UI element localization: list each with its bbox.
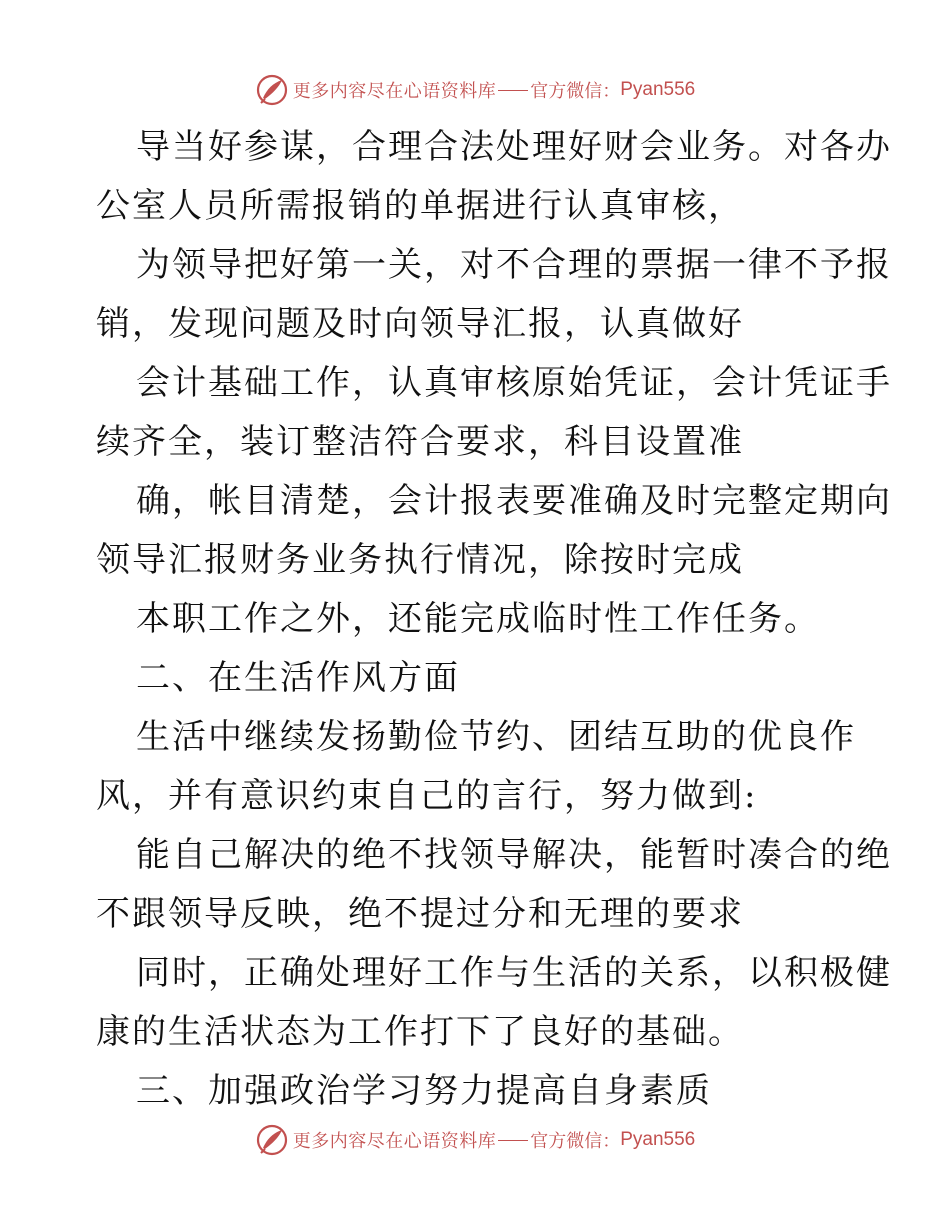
text-line: 本职工作之外，还能完成临时性工作任务。 bbox=[136, 599, 820, 639]
text-line: 康的生活状态为工作打下了良好的基础。 bbox=[96, 1012, 744, 1052]
text-line: 公室人员所需报销的单据进行认真审核， bbox=[96, 186, 744, 226]
text-line: 领导汇报财务业务执行情况，除按时完成 bbox=[96, 540, 744, 580]
text-line: 为领导把好第一关，对不合理的票据一律不予报 bbox=[136, 245, 892, 285]
banner-separator bbox=[498, 90, 528, 91]
footer-banner bbox=[0, 1120, 950, 1160]
banner-site-text: 更多内容尽在心语资料库 bbox=[292, 81, 497, 102]
banner-site-text: 更多内容尽在心语资料库 bbox=[292, 1131, 497, 1152]
banner-wechat-handle: Pyan556 bbox=[620, 1129, 696, 1150]
text-line: 生活中继续发扬勤俭节约、团结互助的优良作 bbox=[136, 717, 856, 757]
banner-wechat-label: 官方微信： bbox=[530, 1131, 621, 1152]
text-line: 销，发现问题及时向领导汇报，认真做好 bbox=[96, 304, 744, 344]
text-line: 三、加强政治学习努力提高自身素质 bbox=[136, 1071, 712, 1111]
quill-logo-icon bbox=[255, 73, 289, 107]
header-banner bbox=[0, 70, 950, 110]
text-line: 会计基础工作，认真审核原始凭证，会计凭证手 bbox=[136, 363, 892, 403]
text-line: 确，帐目清楚，会计报表要准确及时完整定期向 bbox=[136, 481, 892, 521]
text-line: 风，并有意识约束自己的言行，努力做到: bbox=[96, 776, 758, 816]
banner-separator bbox=[498, 1140, 528, 1141]
text-line: 不跟领导反映，绝不提过分和无理的要求 bbox=[96, 894, 744, 934]
text-line: 导当好参谋，合理合法处理好财会业务。对各办 bbox=[136, 127, 892, 167]
text-line: 同时，正确处理好工作与生活的关系，以积极健 bbox=[136, 953, 892, 993]
banner-wechat-label: 官方微信： bbox=[530, 81, 621, 102]
document-body bbox=[96, 118, 892, 1121]
text-line: 续齐全，装订整洁符合要求，科目设置准 bbox=[96, 422, 744, 462]
text-line: 能自己解决的绝不找领导解决，能暂时凑合的绝 bbox=[136, 835, 892, 875]
banner-wechat-handle: Pyan556 bbox=[620, 79, 696, 100]
quill-logo-icon bbox=[255, 1123, 289, 1157]
text-line: 二、在生活作风方面 bbox=[136, 658, 460, 698]
